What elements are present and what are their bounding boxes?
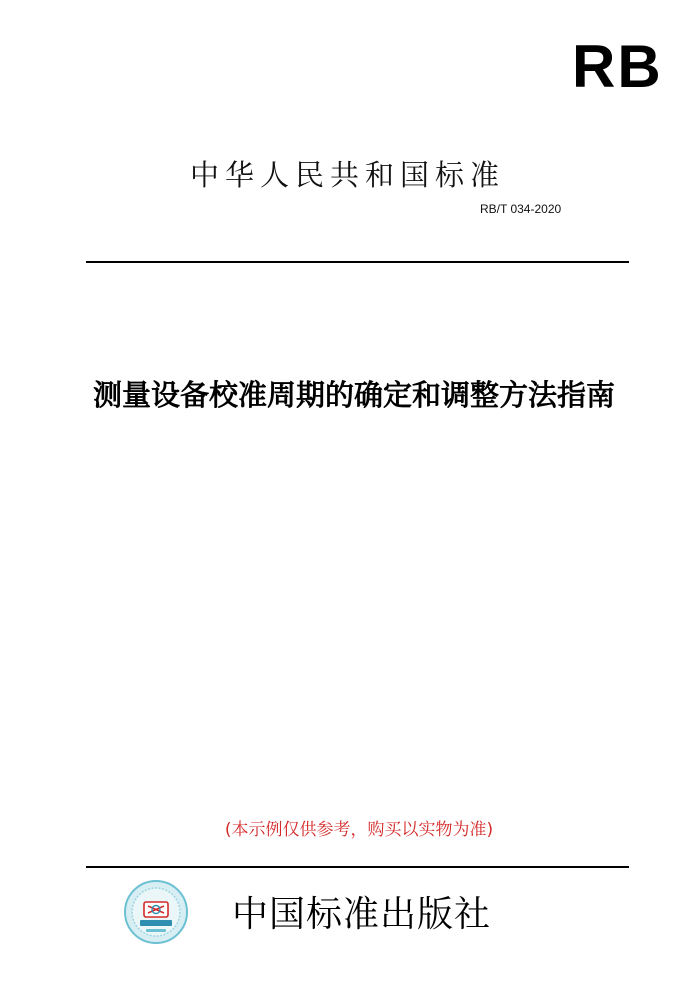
document-title: 测量设备校准周期的确定和调整方法指南	[92, 378, 615, 412]
publisher-seal-icon	[124, 880, 188, 944]
sample-notice: (本示例仅供参考，购买以实物为准)	[224, 820, 494, 840]
national-standard-label: 中华人民共和国标准	[190, 158, 506, 192]
publisher-name: 中国标准出版社	[232, 894, 492, 935]
bottom-divider	[86, 866, 629, 868]
top-divider	[86, 261, 629, 263]
standard-code: RB/T 034-2020	[480, 202, 562, 216]
rb-logo: RB	[572, 33, 663, 100]
